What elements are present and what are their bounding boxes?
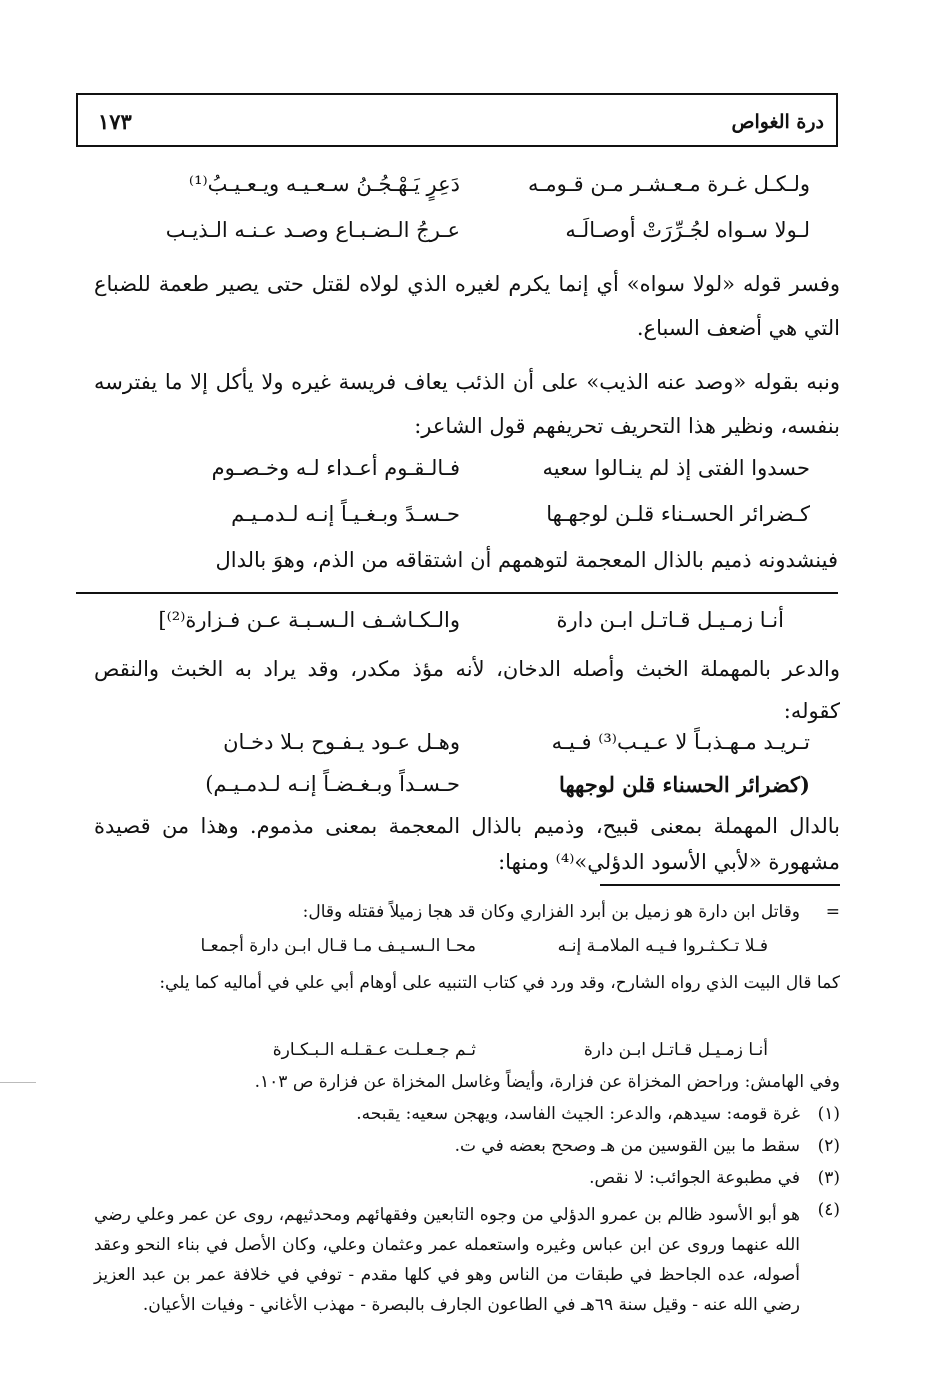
continuation-marker: = xyxy=(825,902,840,922)
verse-hemistich-right: أنـا زمـيـل قـاتـل ابـن دارة xyxy=(556,608,784,632)
body-paragraph: بالدال المهملة بمعنى قبيح، وذميم بالذال المعجمة بمعنى مذموم. وهذا من قصيدة مشهورة «لأبي الأسود الدؤلي»⁽⁴⁾ ومنها: xyxy=(94,814,840,874)
footnote-line: وفي الهامش: وراحض المخزاة عن فزارة، وأيضاً وغاسل المخزاة عن فزارة ص ١٠٣. xyxy=(254,1072,840,1092)
verse-hemistich-left: حـسـداً وبـغـضـاً إنـه لـدمـيـم) xyxy=(205,772,460,796)
verse-hemistich-right: حسدوا الفتى إذ لم ينـالوا سعيه xyxy=(542,456,810,480)
verse-hemistich-right: لـولا سـواه لجُـرِّرَتْ أوصـالَـه xyxy=(565,218,810,242)
verse-hemistich-left: عـرجُ الـضـبـاع وصـد عـنـه الـذيـب xyxy=(165,218,460,242)
body-paragraph: والدعر بالمهملة الخبث وأصله الدخان، لأنه مؤذ مكدر، وقد يراد به الخبث والنقص كقوله: xyxy=(94,657,840,723)
verse-hemistich-right: ولـكـل غـرة مـعـشـر مـن قـومـه xyxy=(527,172,810,196)
scan-artifact xyxy=(0,1082,36,1083)
verse-hemistich-right: كـضرائر الحسـناء قلـن لوجهـها xyxy=(546,502,810,526)
verse-hemistich-right: تـريـد مـهـذبـاً لا عـيـب⁽³⁾ فـيـه xyxy=(551,730,810,754)
running-header xyxy=(76,93,838,147)
footnote-text: غرة قومه: سيدهم، والدعر: الجيث الفاسد، ويهجن سعيه: يقبحه. xyxy=(356,1104,800,1124)
footnote-separator xyxy=(600,884,840,886)
section-divider xyxy=(76,592,838,594)
footnote-number: (٣) xyxy=(817,1168,840,1188)
header-title: درة الغواص xyxy=(731,111,824,133)
page-number: ١٧٣ xyxy=(98,109,132,134)
footnote-number: (٤) xyxy=(817,1200,840,1220)
verse-hemistich-left: حـسـدً وبـغـيـاً إنـه لـدمـيـم xyxy=(231,502,460,526)
verse-hemistich-right: فـلا تـكـثـروا فـيـه الملامـة إنـه xyxy=(557,936,768,956)
body-paragraph: وفسر قوله «لولا سواه» أي إنما يكرم لغيره الذي لولاه لقتل حتى يصير طعمة للضباع التي هي أضعف السباع. xyxy=(94,272,840,340)
verse-hemistich-left: دَعِرٍ يَـهْـجُـنُ سـعـيـه ويـعـيـبُ⁽¹⁾ xyxy=(188,172,460,196)
footnote-line: وقاتل ابن دارة هو زميل بن أبرد الفزاري وكان قد هجا زميلاً فقتله وقال: xyxy=(302,902,800,922)
verse-hemistich-left: وهـل عـود يـفـوح بـلا دخـان xyxy=(223,730,460,754)
verse-hemistich-right: (كضرائر الحسناء قلن لوجهها xyxy=(558,772,810,797)
footnote-text: سقط ما بين القوسين من هـ وصحح بعضه في ت. xyxy=(454,1136,800,1156)
verse-hemistich-left: فـالـقـوم أعـداء لـه وخـصـوم xyxy=(211,456,460,480)
footnote-paragraph: كما قال البيت الذي رواه الشارح، وقد ورد في كتاب التنبيه على أوهام أبي علي في أماليه كما يلي: xyxy=(159,973,840,993)
footnote-text: هو أبو الأسود ظالم بن عمرو الدؤلي من وجوه التابعين وفقهائهم ومحدثيهم، روى عن عمر وعلي رضي الله عنهما وروى عن ابن عباس وغيره واستعمله عمر وعثمان وعلي، وكان الأصل في بناء النحو وعقد أصوله، عده الجاحظ في طبقات من الناس وهو في كلها مقدم - توفي في خلافة عمر بن عبد العزيز رضي الله عنه - وقيل سنة ٦٩هـ في الطاعون الجارف بالبصرة - مهذب الأغاني - وفيات الأعيان. xyxy=(94,1205,800,1315)
body-paragraph: ونبه بقوله «وصد عنه الذيب» على أن الذئب يعاف فريسة غيره ولا يأكل إلا ما يفترسه بنفسه، ونظير هذا التحريف تحريفهم قول الشاعر: xyxy=(94,370,840,438)
verse-hemistich-right: أنـا زمـيـل قـاتـل ابـن دارة xyxy=(583,1040,768,1060)
verse-hemistich-left: ثـم جـعـلـت عـقـلـه الـبـكـارة xyxy=(272,1040,476,1060)
body-line: فينشدونه ذميم بالذال المعجمة لتوهمهم أن اشتقاقه من الذم، وهوَ بالدال xyxy=(215,548,838,572)
footnote-number: (٢) xyxy=(817,1136,840,1156)
footnote-number: (١) xyxy=(817,1104,840,1124)
verse-hemistich-left: والـكـاشـف الـسـبـة عـن فـزارة⁽²⁾] xyxy=(158,608,460,632)
verse-hemistich-left: محـا الـسـيـف مـا قـال ابـن دارة أجمعـا xyxy=(200,936,476,956)
footnote-text: في مطبوعة الجوائب: لا نقص. xyxy=(589,1168,800,1188)
